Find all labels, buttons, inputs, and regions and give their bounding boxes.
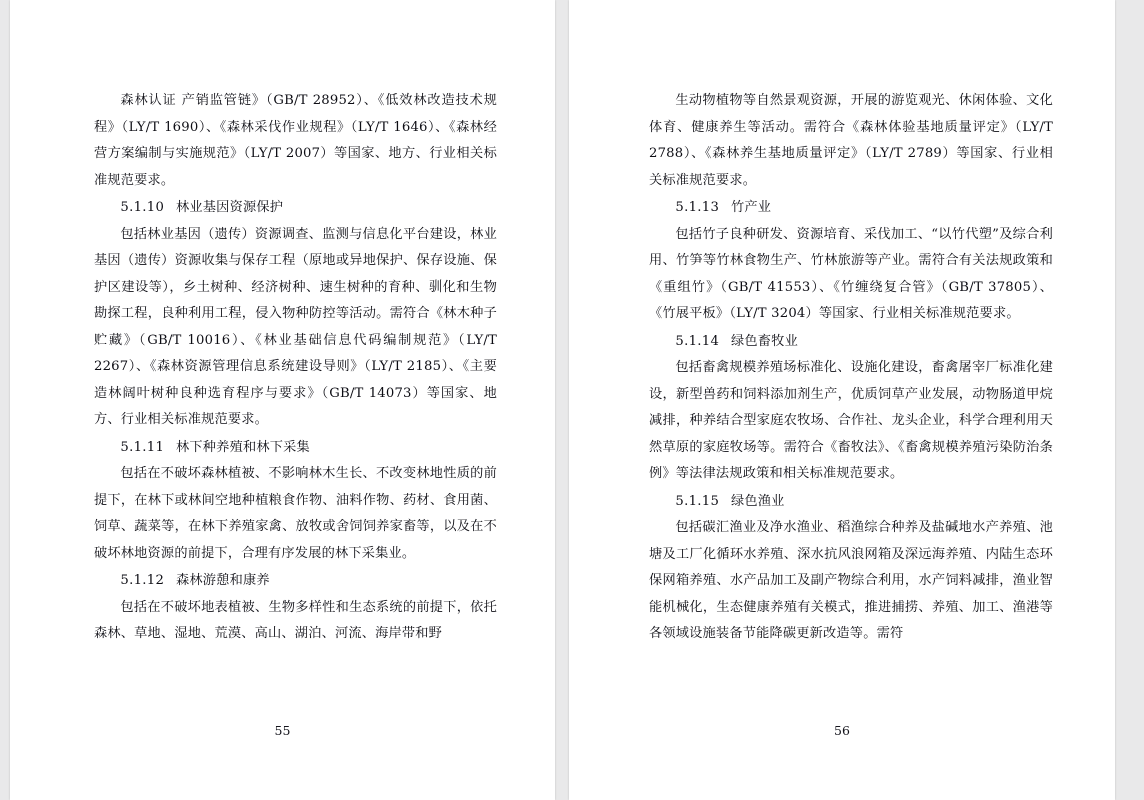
section-heading [649, 329, 1053, 356]
section-heading [94, 435, 497, 462]
paragraph: 包括畜禽规模养殖场标准化、设施化建设，畜禽屠宰厂标准化建设，新型兽药和饲料添加剂生产，优质饲草产业发展，动物肠道甲烷减排，种养结合型家庭农牧场、合作社、龙头企业，科学合理利用天然草原的家庭牧场等。需符合《畜牧法》、《畜禽规模养殖污染防治条例》等法律法规政策和相关标准规范要求。 [649, 360, 1053, 481]
section-number: 5.1.13 [675, 200, 720, 215]
page-number: 55 [274, 723, 291, 738]
paragraph: 包括林业基因（遗传）资源调查、监测与信息化平台建设，林业基因（遗传）资源收集与保存工程（原地或异地保护、保存设施、保护区建设等），乡土树种、经济树种、速生树种的育种、驯化和生物勘探工程，良种利用工程，侵入物种防控等活动。需符合《林木种子贮藏》（GB/T 10016）、《林业基础信息代码编制规范》（LY/T 2267）、《森林资源管理信息系统建设导则》（LY/T 2185）、《主要造林阔叶树种良种选育程序与要求》（GB/T 14073）等国家、地方、行业相关标准规范要求。 [94, 226, 497, 427]
section-heading [649, 489, 1053, 516]
section-title: 绿色畜牧业 [731, 333, 798, 349]
page-right [569, 0, 1115, 800]
section-number: 5.1.14 [675, 333, 720, 349]
section-number: 5.1.11 [120, 439, 165, 455]
paragraph: 生动物植物等自然景观资源，开展的游览观光、休闲体验、文化体育、健康养生等活动。需符合《森林体验基地质量评定》（LY/T 2788）、《森林养生基地质量评定》（LY/T 2789）等国家、行业相关标准规范要求。 [649, 93, 1053, 188]
section-title: 林下种养殖和林下采集 [176, 439, 310, 455]
page-left [10, 0, 555, 800]
paragraph: 包括碳汇渔业及净水渔业、稻渔综合种养及盐碱地水产养殖、池塘及工厂化循环水养殖、深水抗风浪网箱及深远海养殖、内陆生态环保网箱养殖、水产品加工及副产物综合利用，水产饲料减排，渔业智能机械化，生态健康养殖有关模式，推进捕捞、养殖、加工、渔港等各领域设施装备节能降碳更新改造等。需符 [649, 520, 1053, 641]
section-number: 5.1.10 [120, 200, 165, 215]
section-title: 森林游憩和康养 [176, 573, 270, 588]
section-number: 5.1.15 [675, 493, 720, 509]
section-title: 绿色渔业 [731, 493, 785, 509]
paragraph: 森林认证 产销监管链》（GB/T 28952）、《低效林改造技术规程》（LY/T 1690）、《森林采伐作业规程》（LY/T 1646）、《森林经营方案编制与实施规范》（LY/T 2007）等国家、地方、行业相关标准规范要求。 [94, 93, 497, 188]
section-heading [94, 195, 497, 222]
page-right-body [649, 88, 1053, 648]
section-heading [649, 195, 1053, 222]
section-title: 林业基因资源保护 [176, 200, 284, 215]
paragraph: 包括在不破坏森林植被、不影响林木生长、不改变林地性质的前提下，在林下或林间空地种植粮食作物、油料作物、药材、食用菌、饲草、蔬菜等，在林下养殖家禽、放牧或舍饲饲养家畜等，以及在不破坏林地资源的前提下，合理有序发展的林下采集业。 [94, 466, 497, 561]
page-left-body [94, 88, 497, 648]
section-title: 竹产业 [731, 200, 772, 215]
paragraph: 包括在不破坏地表植被、生物多样性和生态系统的前提下，依托森林、草地、湿地、荒漠、高山、湖泊、河流、海岸带和野 [94, 599, 497, 641]
paragraph: 包括竹子良种研发、资源培育、采伐加工、“以竹代塑”及综合利用、竹笋等竹林食物生产、竹林旅游等产业。需符合有关法规政策和《重组竹》（GB/T 41553）、《竹缠绕复合管》（GB/T 37805）、《竹展平板》（LY/T 3204）等国家、行业相关标准规范要求。 [649, 226, 1053, 321]
page-number: 56 [834, 723, 850, 738]
section-heading [94, 568, 497, 595]
section-number: 5.1.12 [120, 573, 165, 588]
